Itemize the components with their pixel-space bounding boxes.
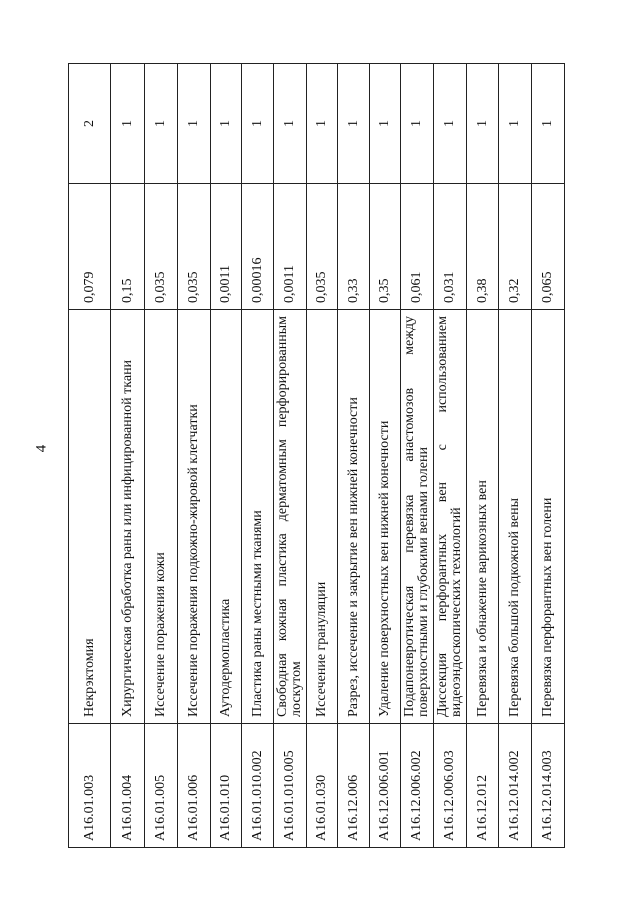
table-row <box>145 64 178 848</box>
table-row <box>532 64 565 848</box>
multiplicity-cell: 1 <box>467 64 499 184</box>
multiplicity-cell: 1 <box>274 64 307 184</box>
code-cell: А16.01.030 <box>307 724 338 848</box>
multiplicity-cell: 1 <box>532 64 565 184</box>
code-cell: А16.12.012 <box>467 724 499 848</box>
code-cell: А16.01.005 <box>145 724 178 848</box>
code-cell: А16.01.010 <box>211 724 242 848</box>
multiplicity-cell: 1 <box>307 64 338 184</box>
table-row <box>434 64 467 848</box>
frequency-cell: 0,32 <box>499 184 532 310</box>
code-cell: А16.12.006.001 <box>370 724 401 848</box>
table-row <box>307 64 338 848</box>
table-row <box>338 64 370 848</box>
frequency-cell: 0,079 <box>69 184 111 310</box>
procedure-name-cell: Перевязка и обнажение варикозных вен <box>467 310 499 724</box>
table-row <box>370 64 401 848</box>
frequency-cell: 0,35 <box>370 184 401 310</box>
frequency-cell: 0,0011 <box>211 184 242 310</box>
multiplicity-cell: 1 <box>338 64 370 184</box>
frequency-cell: 0,065 <box>532 184 565 310</box>
multiplicity-cell: 1 <box>145 64 178 184</box>
multiplicity-cell: 1 <box>499 64 532 184</box>
table-row <box>69 64 111 848</box>
multiplicity-cell: 1 <box>211 64 242 184</box>
multiplicity-cell: 1 <box>434 64 467 184</box>
code-cell: А16.01.003 <box>69 724 111 848</box>
code-cell: А16.12.006.002 <box>401 724 434 848</box>
code-cell: А16.12.006.003 <box>434 724 467 848</box>
procedure-name-cell: Свободная кожная пластика дерматомным перфорированным лоскутом <box>274 310 307 724</box>
procedure-name-cell: Подапоневротическая перевязка анастомозов между поверхностными и глубокими венами голени <box>401 310 434 724</box>
frequency-cell: 0,031 <box>434 184 467 310</box>
code-cell: А16.12.014.003 <box>532 724 565 848</box>
procedure-name-cell: Удаление поверхностных вен нижней конечности <box>370 310 401 724</box>
multiplicity-cell: 1 <box>178 64 211 184</box>
procedure-name-cell: Разрез, иссечение и закрытие вен нижней конечности <box>338 310 370 724</box>
frequency-cell: 0,38 <box>467 184 499 310</box>
procedure-name-cell: Перевязка большой подкожной вены <box>499 310 532 724</box>
frequency-cell: 0,0011 <box>274 184 307 310</box>
frequency-cell: 0,035 <box>178 184 211 310</box>
frequency-cell: 0,061 <box>401 184 434 310</box>
procedures-table <box>68 63 565 848</box>
table-row <box>242 64 274 848</box>
procedure-name-cell: Пластика раны местными тканями <box>242 310 274 724</box>
multiplicity-cell: 1 <box>111 64 145 184</box>
rotated-table-frame <box>68 64 562 848</box>
code-cell: А16.01.010.002 <box>242 724 274 848</box>
frequency-cell: 0,035 <box>145 184 178 310</box>
frequency-cell: 0,00016 <box>242 184 274 310</box>
code-cell: А16.12.014.002 <box>499 724 532 848</box>
procedure-name-cell: Аутодермопластика <box>211 310 242 724</box>
code-cell: А16.12.006 <box>338 724 370 848</box>
frequency-cell: 0,33 <box>338 184 370 310</box>
procedure-name-cell: Иссечение поражения подкожно-жировой клетчатки <box>178 310 211 724</box>
code-cell: А16.01.010.005 <box>274 724 307 848</box>
frequency-cell: 0,15 <box>111 184 145 310</box>
procedure-name-cell: Иссечение грануляции <box>307 310 338 724</box>
procedure-name-cell: Иссечение поражения кожи <box>145 310 178 724</box>
multiplicity-cell: 1 <box>242 64 274 184</box>
multiplicity-cell: 2 <box>69 64 111 184</box>
procedure-name-cell: Диссекция перфорантных вен с использованием видеоэндоскопических технологий <box>434 310 467 724</box>
table-row <box>111 64 145 848</box>
procedure-name-cell: Перевязка перфорантных вен голени <box>532 310 565 724</box>
page-number: 4 <box>33 444 50 453</box>
table-row <box>499 64 532 848</box>
table-row <box>274 64 307 848</box>
procedure-name-cell: Хирургическая обработка раны или инфицированной ткани <box>111 310 145 724</box>
table-row <box>178 64 211 848</box>
multiplicity-cell: 1 <box>401 64 434 184</box>
code-cell: А16.01.004 <box>111 724 145 848</box>
table-body <box>69 64 565 848</box>
code-cell: А16.01.006 <box>178 724 211 848</box>
table-row <box>401 64 434 848</box>
frequency-cell: 0,035 <box>307 184 338 310</box>
table-row <box>211 64 242 848</box>
multiplicity-cell: 1 <box>370 64 401 184</box>
procedure-name-cell: Некрэктомия <box>69 310 111 724</box>
table-row <box>467 64 499 848</box>
